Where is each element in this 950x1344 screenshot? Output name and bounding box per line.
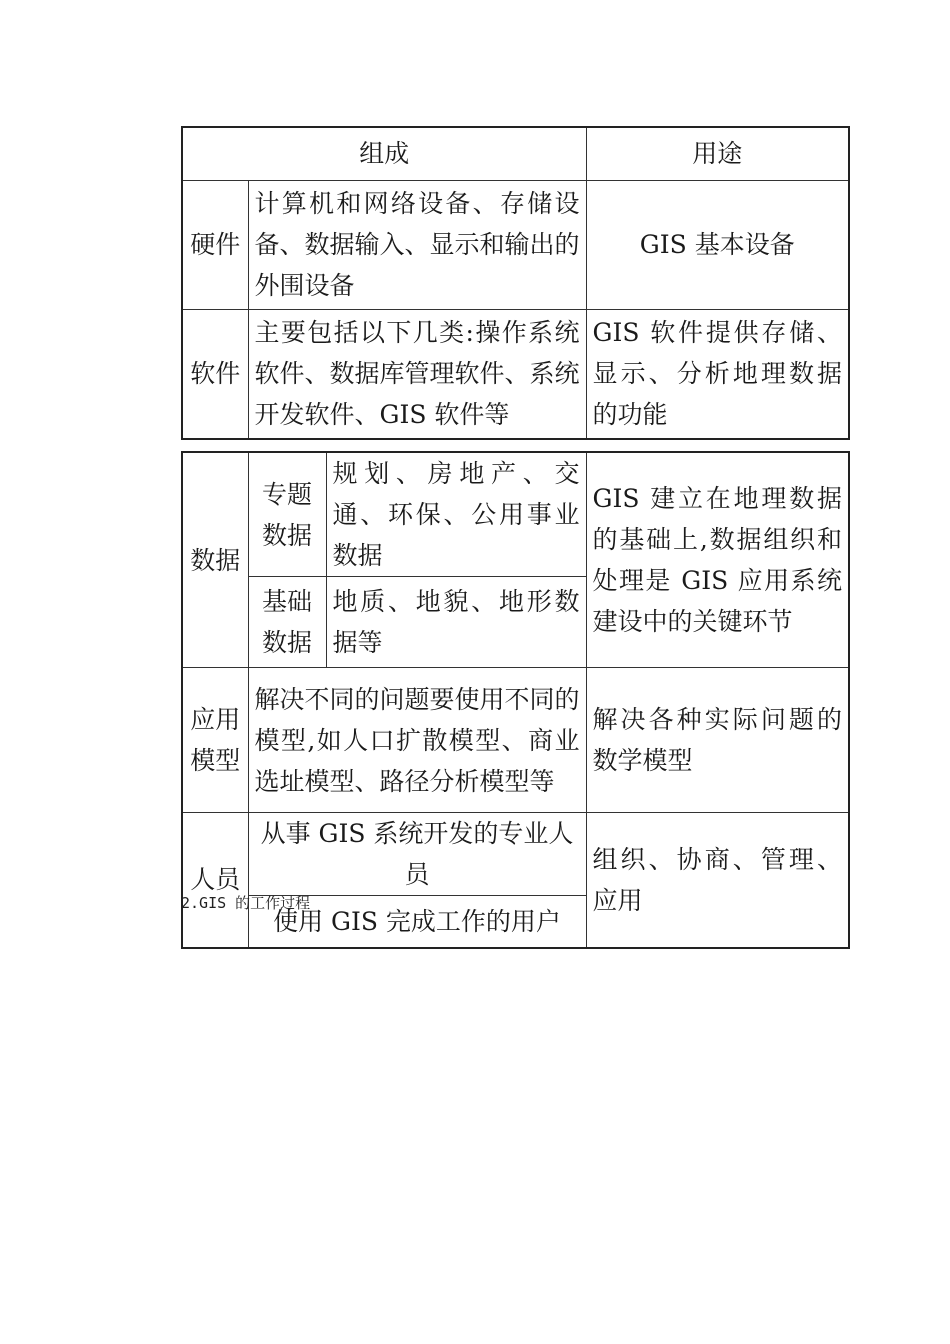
row-content-model: 解决不同的问题要使用不同的模型,如人口扩散模型、商业选址模型、路径分析模型等 <box>248 668 586 813</box>
row-label-hardware: 硬件 <box>182 180 248 309</box>
section-caption: 2.GIS 的工作过程 <box>181 894 311 912</box>
gis-components-table-top <box>181 126 850 440</box>
row-content-hardware: 计算机和网络设备、存储设备、数据输入、显示和输出的外围设备 <box>248 180 586 309</box>
row-use-hardware: GIS 基本设备 <box>586 180 849 309</box>
table-row-software <box>182 309 849 439</box>
row-use-people: 组织、协商、管理、应用 <box>586 813 849 948</box>
header-use: 用途 <box>586 127 849 180</box>
row-label-software: 软件 <box>182 309 248 439</box>
row-label-model: 应用模型 <box>182 668 248 813</box>
table-row-model <box>182 668 849 813</box>
row-use-data: GIS 建立在地理数据的基础上,数据组织和处理是 GIS 应用系统建设中的关键环节 <box>586 452 849 668</box>
table-row-data-thematic <box>182 452 849 577</box>
row-content-software: 主要包括以下几类:操作系统软件、数据库管理软件、系统开发软件、GIS 软件等 <box>248 309 586 439</box>
people-item-users: 使用 GIS 完成工作的用户 <box>248 896 586 948</box>
people-item-developers: 从事 GIS 系统开发的专业人员 <box>248 813 586 896</box>
table-row-hardware <box>182 180 849 309</box>
row-label-data: 数据 <box>182 452 248 668</box>
gis-components-table-bottom <box>181 451 850 949</box>
data-type-thematic: 专题数据 <box>248 452 326 577</box>
row-label-people: 人员 <box>182 813 248 948</box>
row-use-software: GIS 软件提供存储、显示、分析地理数据的功能 <box>586 309 849 439</box>
row-use-model: 解决各种实际问题的数学模型 <box>586 668 849 813</box>
data-content-basic: 地质、地貌、地形数据等 <box>326 577 586 668</box>
table-header-row <box>182 127 849 180</box>
data-type-basic: 基础数据 <box>248 577 326 668</box>
data-content-thematic: 规划、房地产、交通、环保、公用事业数据 <box>326 452 586 577</box>
table-row-people-developers <box>182 813 849 896</box>
header-component: 组成 <box>182 127 586 180</box>
